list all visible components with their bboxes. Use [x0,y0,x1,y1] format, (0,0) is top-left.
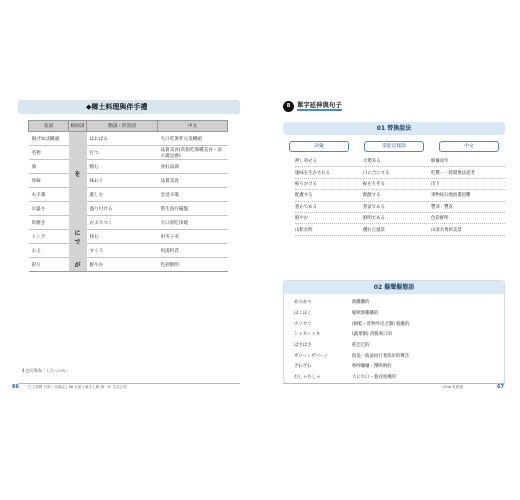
alt-cell: 優れた風景 [363,227,385,233]
ono-meaning: 大口大口・狼吞虎嚥的 [352,375,396,381]
word-cell: 押し寄せる [295,159,317,165]
left-page [12,100,240,400]
left-footer-text: 打工度假 日語一本搞定 | 66 日語 | 新手上路 第一次 生活日語 [28,385,127,389]
verb-cell: 挟む [87,230,158,244]
left-page-number: 66 [12,384,19,390]
noun-cell: 水羊羹 [29,188,69,202]
chinese-cell: 品嘗美食(常指吃那種美食・表示滿足感) [158,146,228,160]
footnote: 4 也可寫為「したつづみ」 [22,368,70,373]
noun-cell: 揚げゆば鰻頭 [29,132,69,146]
noun-cell: お盛り [29,202,69,216]
verb-cell: 味わう [87,174,158,188]
ono-word: カリカリ [294,321,312,327]
table-row [29,202,228,216]
chinese-cell: 大口吃著炸豆皮鰻頭 [158,132,228,146]
vocab-table-header [29,121,228,132]
table-row [29,174,228,188]
section-title: 單字延伸與句子 [297,101,342,109]
ono-word: ざわざわ [294,364,312,370]
list-item [295,224,505,235]
ono-word: ぱさぱさ [294,343,312,349]
ono-meaning: 海浪一波波拍打著海岸的聲音 [352,353,410,359]
chinese-cell: 豐沛・豐富 [431,204,453,210]
pill-chinese: 中文 [439,141,499,152]
table-row [29,132,228,146]
ono-meaning: 鬆軟熱騰騰的 [352,311,379,317]
verb-cell: 鮮やか [87,258,158,272]
particle-cell: が [69,258,87,272]
chinese-cell: 用湯杓舀 [158,244,228,258]
chinese-cell: 吃驚・一時間無法思考 [431,170,475,176]
noun-cell: 彩り [29,258,69,272]
onomatopoeia-block [283,280,505,384]
left-page-title: ◆鄉土料理與伴手禮 [18,100,240,114]
particle-cell: を [69,132,87,216]
footer-rule [18,383,240,384]
onomatopoeia-list [294,297,504,383]
right-page [283,100,505,400]
substitution-block [283,122,505,236]
ono-meaning: 熱騰騰的 [352,300,370,306]
noun-cell: 名物 [29,146,69,160]
ono-meaning: (蔬菜類) 清脆爽口的 [352,332,392,338]
alt-cell: 口に合にする [363,170,390,176]
table-row [29,230,228,244]
list-item [295,156,505,167]
col-header-chinese: 中文 [158,121,228,132]
chinese-cell: 將生魚片擺盤 [158,202,228,216]
word-cell: 山紫水明 [295,227,313,233]
noun-cell: トング [29,230,69,244]
table-row [29,258,228,272]
alt-cell: 配献する [363,193,381,199]
pill-vocabulary: 詞彙 [289,141,349,152]
noun-cell: 珍味 [29,174,69,188]
alt-cell: 振をちぞる [363,181,385,187]
chinese-cell: 事物按行地拍畫因難 [431,193,471,199]
verb-cell: 打つ [87,146,158,160]
section-heading [283,100,505,112]
chinese-cell: 山清水秀的美景 [431,227,462,233]
verb-cell: かぶりつく [87,216,158,230]
chinese-cell: 享受羊羹 [158,188,228,202]
alt-cell: 大勢来る [363,159,381,165]
word-cell: 豊かである [295,204,317,210]
section-number-badge: 8 [283,101,294,112]
table-row [29,146,228,160]
ono-word: シャキシャキ [294,332,321,338]
footer-rule [283,383,505,384]
chinese-cell: 色彩鮮明 [158,258,228,272]
chinese-cell: 出下 [431,181,440,187]
chinese-cell: 蜂擁而至 [431,159,449,165]
table-row [29,160,228,174]
list-item [295,190,505,201]
list-item [294,340,504,351]
word-cell: 振りかける [295,181,317,187]
list-item [294,308,504,319]
col-header-noun: 名詞 [29,121,69,132]
noun-cell: 酒 [29,160,69,174]
chinese-cell: 喜好品酒 [158,160,228,174]
col-header-particle: 格助詞 [69,121,87,132]
list-item [294,361,504,372]
ono-meaning: 乾巴巴的 [352,343,370,349]
right-page-number: 67 [497,384,504,390]
vocab-table [28,120,228,272]
list-item [295,213,505,224]
word-cell: 風味を生かされる [295,170,331,176]
col-header-verb: 動詞・形容詞 [87,121,158,132]
verb-cell: 盛り付ける [87,202,158,216]
list-item [295,179,505,190]
chinese-cell: 色彩鮮明 [431,216,449,222]
right-footer-text: Chia 私旅遊 [443,385,463,389]
table-row [29,216,228,230]
list-item [294,372,504,383]
list-item [295,202,505,213]
list-item [295,167,505,178]
ono-word: ザバーンザバーン [294,353,329,359]
noun-cell: お玉 [29,244,69,258]
list-item [294,297,504,308]
word-cell: 配慮する [295,193,313,199]
verb-cell: ほおばる [87,132,158,146]
substitution-title: 01 替換說法 [283,122,505,135]
chinese-cell: 大口咬吃串燒 [158,216,228,230]
verb-cell: 嗜む [87,160,158,174]
ono-word: むしゃむしゃ [294,375,321,381]
ono-word: ほくほく [294,311,312,317]
alt-cell: 豊富である [363,204,385,210]
word-cell: 鮮やか [295,216,309,222]
list-item [294,350,504,361]
pill-alternative: 還能這樣說 [364,141,424,152]
alt-cell: 鮮明である [363,216,385,222]
chinese-cell: 品嘗美食 [158,174,228,188]
verb-cell: すくう [87,244,158,258]
list-item [294,318,504,329]
substitution-list [295,156,505,236]
particle-cell: に で [69,216,87,258]
table-row [29,188,228,202]
substitution-column-headers [289,141,499,152]
onomatopoeia-title: 02 擬聲擬態語 [284,281,504,294]
table-row [29,244,228,258]
ono-word: あつあつ [294,300,312,306]
noun-cell: 串焼き [29,216,69,230]
list-item [294,329,504,340]
verb-cell: 楽しむ [87,188,158,202]
chinese-cell: 用夾子夾 [158,230,228,244]
ono-meaning: 吵吵嚷嚷・鬧哄哄的 [352,364,392,370]
ono-meaning: (餅乾・炸物外皮之類) 脆脆的 [352,321,410,327]
